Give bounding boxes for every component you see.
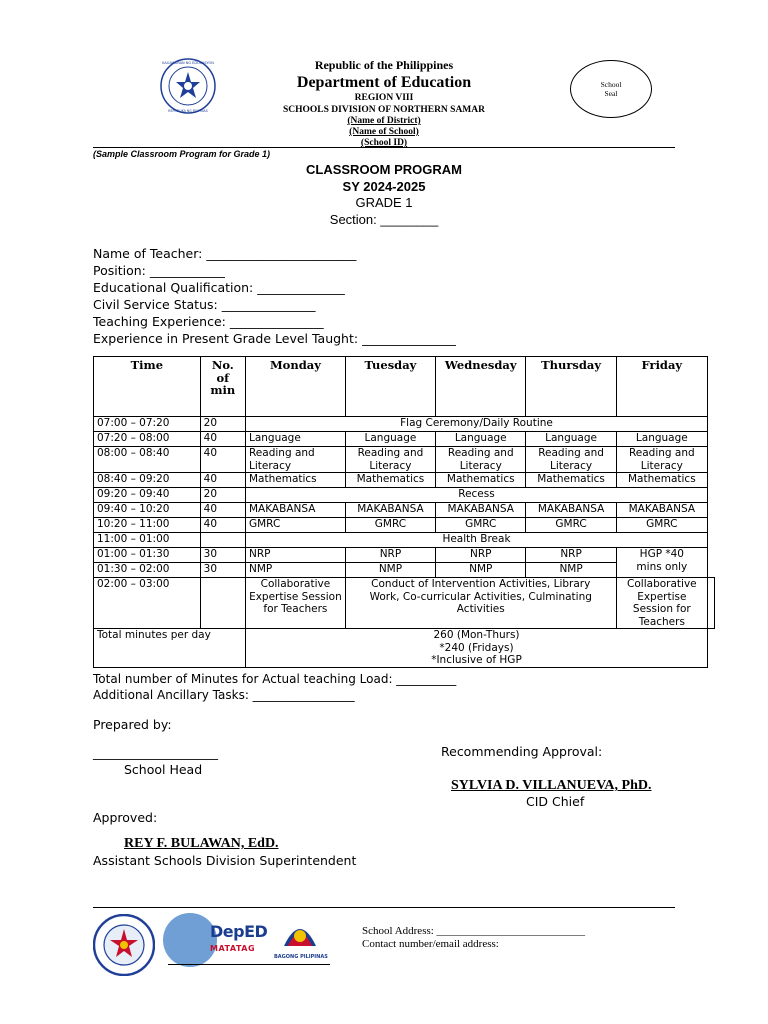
cell-time: 09:40 – 10:20 [94,503,201,518]
cell-subject: Mathematics [245,473,345,488]
school-head-title: School Head [124,762,203,777]
bagong-pilipinas-logo [272,916,328,964]
deped-seal-logo [160,58,216,114]
cell-min: 40 [200,432,245,447]
cell-subject: Language [616,432,707,447]
bagong-pilipinas-emblem [280,916,320,952]
cell-time: 08:40 – 09:20 [94,473,201,488]
schedule-table [93,356,715,668]
cell-time: 01:30 – 02:00 [94,563,201,578]
cell-subject: NRP [436,548,526,563]
cell-subject: Reading and Literacy [245,447,345,473]
deped-wordmark: DepED [210,922,268,941]
cell-subject: GMRC [526,518,616,533]
experience-field: Teaching Experience: _______________ [93,313,324,329]
cell-subject: Mathematics [436,473,526,488]
district-line: (Name of District) [347,116,421,126]
cell-subject: Language [436,432,526,447]
cell-subject: Language [245,432,345,447]
cell-subject: Mathematics [616,473,707,488]
cell-min: 20 [200,417,245,432]
school-contact [362,925,585,950]
cell-time: 07:20 – 08:00 [94,432,201,447]
cell-time: 10:20 – 11:00 [94,518,201,533]
teacher-name-field: Name of Teacher: ________________________ [93,246,357,261]
table-total-row [94,629,715,668]
cell-subject: GMRC [345,518,435,533]
total-line1: 260 (Mon-Thurs) [433,629,520,641]
title-grade: GRADE 1 [355,195,413,210]
cell-min: 30 [200,548,245,563]
bagong-pilipinas-wordmark: BAGONG PILIPINAS [274,954,328,960]
cell-subject: NMP [526,563,616,578]
program-title [234,162,534,228]
cell-subject: NRP [245,548,345,563]
cell-min: 30 [200,563,245,578]
cell-activity: Flag Ceremony/Daily Routine [245,417,707,432]
cell-min [200,578,245,629]
cid-chief-name: SYLVIA D. VILLANUEVA, PhD. [451,778,652,793]
cid-chief-title: CID Chief [526,794,585,809]
table-row [94,447,715,473]
footer-divider [93,907,675,908]
cell-time: 01:00 – 01:30 [94,548,201,563]
region-line: REGION VIII [354,93,414,103]
cell-subject: Mathematics [526,473,616,488]
teacher-info [93,246,456,347]
prepared-by-label: Prepared by: [93,717,172,732]
table-row [94,548,715,563]
cell-subject: Reading and Literacy [436,447,526,473]
header-divider [93,147,675,148]
header-time: Time [94,357,201,417]
cell-min: 40 [200,518,245,533]
total-line3: *Inclusive of HGP [431,654,522,666]
header-monday: Monday [245,357,345,417]
cell-min: 40 [200,473,245,488]
qualification-field: Educational Qualification: ______________ [93,279,345,295]
asds-name: REY F. BULAWAN, EdD. [124,836,279,851]
civil-service-field: Civil Service Status: _______________ [93,296,316,312]
table-row [94,518,715,533]
asds-title: Assistant Schools Division Superintendent [93,853,357,868]
letterhead [234,58,534,149]
cell-subject: MAKABANSA [616,503,707,518]
cell-empty [708,578,715,629]
title-section: Section: ________ [329,211,439,227]
title-program: CLASSROOM PROGRAM [306,162,462,177]
total-values [245,629,707,668]
table-row [94,533,715,548]
prepared-by-line: ____________________ [93,745,218,760]
cell-subject: GMRC [616,518,707,533]
cell-subject: Language [345,432,435,447]
table-row [94,417,715,432]
header-thursday: Thursday [526,357,616,417]
cell-subject: NMP [436,563,526,578]
cell-min: 40 [200,503,245,518]
cell-intervention: Conduct of Intervention Activities, Library Work, Co-curricular Activities, Culminating Activities [345,578,616,629]
school-id-line: (School ID) [360,138,408,148]
logo-underline [168,964,330,965]
cell-subject: MAKABANSA [526,503,616,518]
header-tuesday: Tuesday [345,357,435,417]
school-seal-line1: School [600,80,622,89]
department-line: Department of Education [296,74,472,91]
total-label: Total minutes per day [94,629,246,668]
header-friday: Friday [616,357,707,417]
cell-time: 08:00 – 08:40 [94,447,201,473]
contact-field: Contact number/email address: [362,937,499,950]
school-address-field: School Address: ___________________________ [362,925,586,937]
table-row [94,473,715,488]
seal-ring-text: KAGAWARAN NG EDUKASYON [162,61,214,65]
header-wednesday: Wednesday [436,357,526,417]
cell-subject: GMRC [436,518,526,533]
approved-label: Approved: [93,810,158,825]
cell-collab-thursday: Collaborative Expertise Session for Teachers [616,578,707,629]
cell-subject: NRP [526,548,616,563]
sample-note: (Sample Classroom Program for Grade 1) [93,149,271,159]
cell-time: 02:00 – 03:00 [94,578,201,629]
cell-time: 09:20 – 09:40 [94,488,201,503]
title-sy: SY 2024-2025 [342,178,426,194]
cell-subject: MAKABANSA [245,503,345,518]
cell-min: 40 [200,447,245,473]
school-line: (Name of School) [349,127,419,137]
ancillary-field: Additional Ancillary Tasks: _________________ [93,687,355,702]
cell-activity: Health Break [245,533,707,548]
after-table [93,672,456,703]
table-header-row [94,357,715,417]
cell-subject: GMRC [245,518,345,533]
table-row [94,432,715,447]
republic-line: Republic of the Philippines [314,58,454,72]
cell-subject: NMP [345,563,435,578]
cell-min: 20 [200,488,245,503]
deped-matatag-logo [208,916,266,966]
cell-subject: Language [526,432,616,447]
division-line: SCHOOLS DIVISION OF NORTHERN SAMAR [282,105,485,115]
cell-collab-monday: Collaborative Expertise Session for Teachers [245,578,345,629]
table-row [94,503,715,518]
cell-subject: MAKABANSA [436,503,526,518]
cell-subject: Mathematics [345,473,435,488]
actual-load-field: Total number of Minutes for Actual teaching Load: __________ [93,672,457,686]
cell-hgp: HGP *40 mins only [616,548,707,578]
cell-subject: MAKABANSA [345,503,435,518]
table-row [94,488,715,503]
school-seal-placeholder [570,60,652,118]
cell-time: 07:00 – 07:20 [94,417,201,432]
matatag-wordmark: MATATAG [210,944,256,953]
cell-subject: NMP [245,563,345,578]
grade-experience-field: Experience in Present Grade Level Taught: _______________ [93,330,456,346]
cell-subject: NRP [345,548,435,563]
position-field: Position: ____________ [93,262,225,278]
school-seal-line2: Seal [604,89,618,98]
recommending-label: Recommending Approval: [441,744,603,759]
cell-subject: Reading and Literacy [526,447,616,473]
cell-subject: Reading and Literacy [616,447,707,473]
cell-min [200,533,245,548]
seal-ring-subtext: REPUBLIKA NG PILIPINAS [168,109,208,113]
total-line2: *240 (Fridays) [439,641,514,654]
header-min: No. of min [200,357,245,417]
division-seal-logo [93,914,155,976]
cell-subject: Reading and Literacy [345,447,435,473]
table-row [94,578,715,629]
cell-activity: Recess [245,488,707,503]
cell-time: 11:00 – 01:00 [94,533,201,548]
